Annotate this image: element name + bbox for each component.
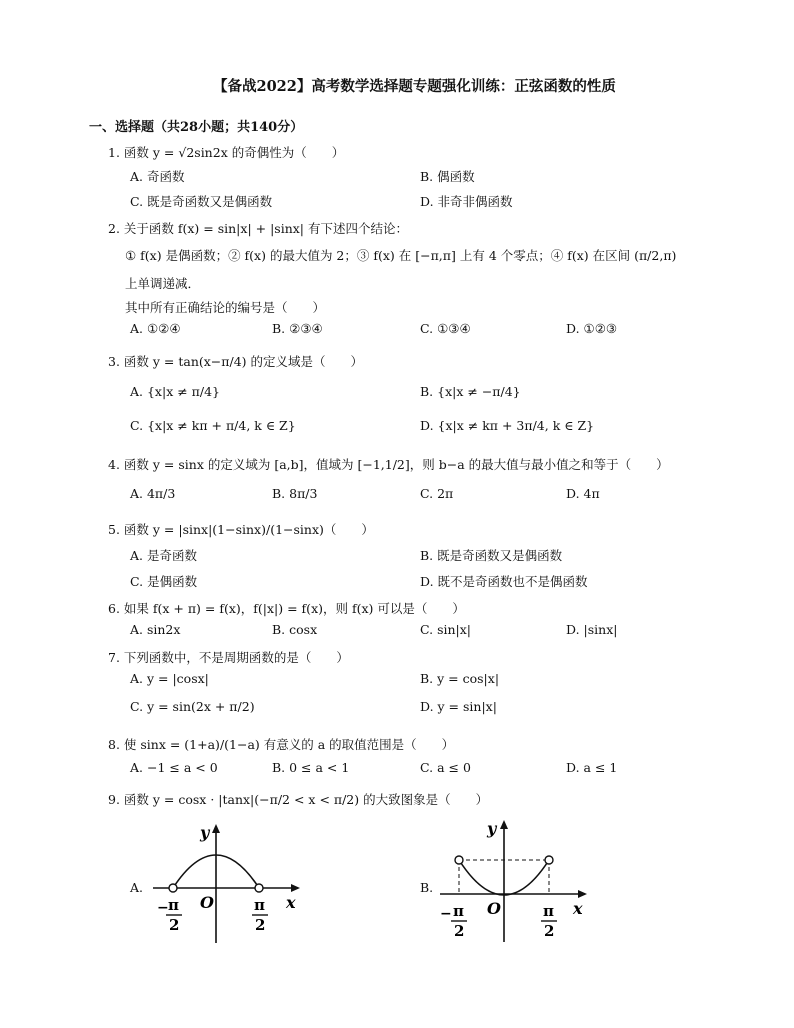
q2-option-a: A. ①②④ (130, 321, 181, 336)
q5-option-d: D. 既不是奇函数也不是偶函数 (420, 574, 588, 589)
q3-option-a: A. {x|x ≠ π/4} (130, 384, 220, 399)
origin-label: O (200, 893, 214, 912)
origin-label: O (487, 899, 501, 918)
x-axis-arrow (578, 890, 587, 898)
question-2-stem: 2. 关于函数 f(x) = sin|x| + |sinx| 有下述四个结论： (108, 221, 408, 236)
q3-option-c: C. {x|x ≠ kπ + π/4, k ∈ Z} (130, 418, 296, 433)
q2-option-c: C. ①③④ (420, 321, 471, 336)
q9-graph-b (435, 812, 595, 947)
x-axis-label: x (286, 893, 296, 912)
q4-option-c: C. 2π (420, 486, 454, 501)
q6-option-c: C. sin|x| (420, 622, 472, 637)
tick-right-two: 2 (544, 922, 555, 940)
question-8-stem: 8. 使 sinx = (1+a)/(1−a) 有意义的 a 的取值范围是（ ） (108, 737, 455, 752)
y-axis-label: y (487, 819, 497, 838)
question-6-stem: 6. 如果 f(x + π) = f(x)，f(|x|) = f(x)，则 f(x) 可以是（ ） (108, 601, 465, 616)
q5-option-a: A. 是奇函数 (130, 548, 197, 563)
section-heading: 一、选择题（共28小题；共140分） (89, 120, 304, 135)
q1-option-c: C. 既是奇函数又是偶函数 (130, 194, 273, 209)
q5-option-c: C. 是偶函数 (130, 574, 198, 589)
tick-left-pi: π (453, 902, 464, 920)
tick-right-pi: π (254, 896, 265, 914)
question-4-stem: 4. 函数 y = sinx 的定义域为 [a,b]，值域为 [−1,1/2]，则 b−a 的最大值与最小值之和等于（ ） (108, 457, 669, 472)
tick-minus: − (157, 900, 169, 916)
q7-option-c: C. y = sin(2x + π/2) (130, 699, 255, 714)
tick-right-pi: π (543, 902, 554, 920)
question-2-prompt: 其中所有正确结论的编号是（ ） (125, 300, 326, 315)
y-axis-arrow (500, 820, 508, 829)
q4-option-b: B. 8π/3 (272, 486, 318, 501)
q6-option-a: A. sin2x (130, 622, 181, 637)
tick-minus: − (440, 906, 452, 922)
tick-right-two: 2 (255, 916, 266, 934)
question-1-stem: 1. 函数 y = √2sin2x 的奇偶性为（ ） (108, 145, 345, 160)
q2-option-d: D. ①②③ (566, 321, 618, 336)
q4-option-d: D. 4π (566, 486, 600, 501)
y-axis-arrow (212, 824, 220, 833)
q7-option-b: B. y = cos|x| (420, 671, 500, 686)
q4-option-a: A. 4π/3 (130, 486, 176, 501)
open-point-left (169, 884, 177, 892)
q3-option-b: B. {x|x ≠ −π/4} (420, 384, 521, 399)
q8-option-b: B. 0 ≤ a < 1 (272, 760, 350, 775)
q1-option-a: A. 奇函数 (130, 169, 185, 184)
q9-option-a-label: A. (130, 880, 144, 895)
q6-option-d: D. |sinx| (566, 622, 618, 637)
question-9-stem: 9. 函数 y = cosx · |tanx|(−π/2 < x < π/2) 的大致图象是（ ） (108, 792, 489, 807)
question-2-continuation: 上单调递减． (125, 276, 201, 291)
tick-left-two: 2 (169, 916, 180, 934)
question-7-stem: 7. 下列函数中，不是周期函数的是（ ） (108, 650, 349, 665)
page-title: 【备战2022】高考数学选择题专题强化训练：正弦函数的性质 (213, 78, 616, 95)
open-point-left (455, 856, 463, 864)
open-point-right (255, 884, 263, 892)
tick-left-pi: π (168, 896, 179, 914)
open-point-right (545, 856, 553, 864)
x-axis-arrow (291, 884, 300, 892)
q6-option-b: B. cosx (272, 622, 318, 637)
x-axis-label: x (573, 899, 583, 918)
q9-graph-a (148, 818, 308, 948)
question-2-conclusions: ① f(x) 是偶函数；② f(x) 的最大值为 2；③ f(x) 在 [−π,π] 上有 4 个零点；④ f(x) 在区间 (π/2,π) (125, 248, 677, 263)
q8-option-c: C. a ≤ 0 (420, 760, 471, 775)
question-3-stem: 3. 函数 y = tan(x−π/4) 的定义域是（ ） (108, 354, 364, 369)
q9-option-b-label: B. (420, 880, 434, 895)
q7-option-a: A. y = |cosx| (130, 671, 209, 686)
q1-option-b: B. 偶函数 (420, 169, 475, 184)
question-5-stem: 5. 函数 y = |sinx|(1−sinx)/(1−sinx)（ ） (108, 522, 374, 537)
q8-option-a: A. −1 ≤ a < 0 (130, 760, 218, 775)
q3-option-d: D. {x|x ≠ kπ + 3π/4, k ∈ Z} (420, 418, 595, 433)
q7-option-d: D. y = sin|x| (420, 699, 497, 714)
tick-left-two: 2 (454, 922, 465, 940)
q5-option-b: B. 既是奇函数又是偶函数 (420, 548, 563, 563)
q8-option-d: D. a ≤ 1 (566, 760, 618, 775)
q1-option-d: D. 非奇非偶函数 (420, 194, 513, 209)
q2-option-b: B. ②③④ (272, 321, 323, 336)
y-axis-label: y (200, 823, 210, 842)
